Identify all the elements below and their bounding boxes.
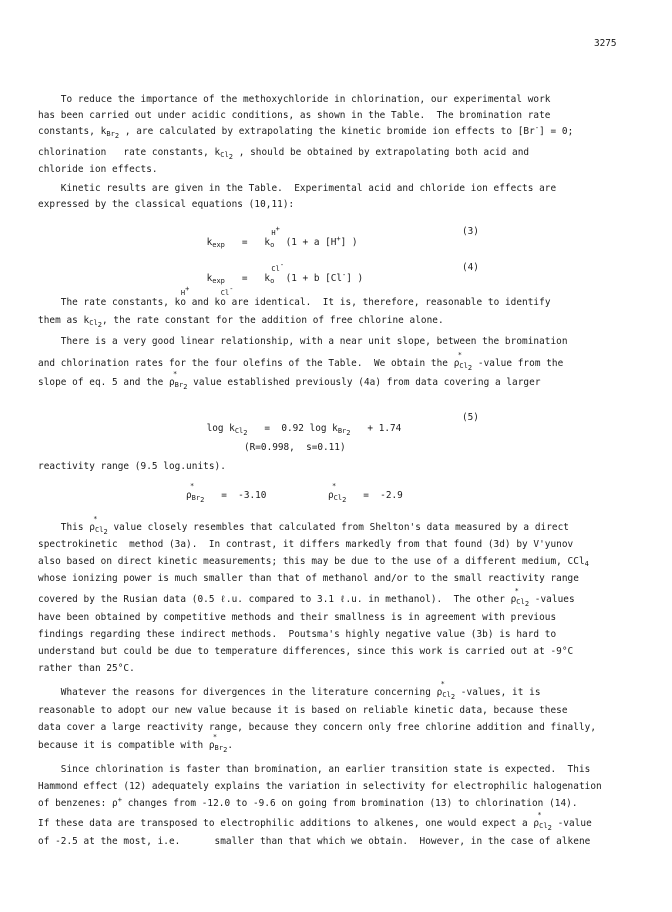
text-line: understand but could be due to temperature differences, since this work is carried out at -9°C: [38, 646, 574, 657]
text-line: them as $k_{Cl_2}$, the rate constant for the addition of free chlorine alone.: [38, 315, 444, 329]
text-line: also based on direct kinetic measurements; this may be due to the use of a different medium, CCl$_4$: [38, 556, 589, 568]
rho-br2-value: ρ * $_{Br_2}$ = -3.10: [186, 482, 267, 504]
text-line: To reduce the importance of the methoxychloride in chlorination, our experimental work: [38, 94, 551, 105]
text-line: spectrokinetic method (3a). In contrast, it differs markedly from that found (3d) by V'yunov: [38, 539, 574, 550]
text-line: findings regarding these indirect methods. Poutsma's highly negative value (3b) is hard to: [38, 629, 557, 640]
text-line: data cover a large reactivity range, because they concern only free chlorine addition and finally,: [38, 722, 597, 733]
text-line: covered by the Rusian data (0.5 ℓ.u. compared to 3.1 ℓ.u. in methanol). The other ρ * $_{Cl_2}$ -values: [38, 587, 575, 608]
text-line: and chlorination rates for the four olefins of the Table. We obtain the ρ * $_{Cl_2}$ -value from the: [38, 351, 564, 372]
equation-4-number: (4): [462, 262, 479, 273]
text-line: have been obtained by competitive methods and their smallness is in agreement with previous: [38, 612, 557, 623]
text-line: because it is compatible with ρ * $_{Br_2}$.: [38, 733, 234, 754]
text-line: whose ionizing power is much smaller than that of methanol and/or to the small reactivity range: [38, 573, 579, 584]
text-line: Hammond effect (12) adequately explains the variation in selectivity for electrophilic halogenation: [38, 781, 602, 792]
text-line: constants, $k_{Br_2}$ , are calculated by extrapolating the kinetic bromide ion effects to [Br-] = 0;: [38, 124, 574, 140]
text-line: Whatever the reasons for divergences in the literature concerning ρ * $_{Cl_2}$ -values, it is: [38, 680, 541, 701]
text-line: of benzenes: ρ+ changes from -12.0 to -9.6 on going from bromination (13) to chlorination (14).: [38, 796, 578, 809]
equation-3: $k_{exp}$ = $k_o$ H+ (1 + a [H+] ): [206, 225, 358, 249]
equation-5-statistics: (R=0.998, s=0.11): [244, 442, 346, 453]
text-line: chloride ion effects.: [38, 164, 158, 175]
text-line: The rate constants, ko H+ and ko Cl- are identical. It is, therefore, reasonable to identify: [38, 285, 551, 308]
text-line: of -2.5 at the most, i.e. smaller than that which we obtain. However, in the case of alkene: [38, 836, 591, 847]
equation-5: $\log k_{Cl_2}$ = 0.92 $\log k_{Br_2}$ + 1.74: [206, 423, 402, 437]
text-line: Kinetic results are given in the Table. Experimental acid and chloride ion effects are: [38, 183, 557, 194]
text-line: rather than 25°C.: [38, 663, 135, 674]
text-line: has been carried out under acidic conditions, as shown in the Table. The bromination rate: [38, 110, 551, 121]
text-line: This ρ * $_{Cl_2}$ value closely resembles that calculated from Shelton's data measured by a direct: [38, 515, 569, 536]
text-line: reasonable to adopt our new value because it is based on reliable kinetic data, because these: [38, 705, 568, 716]
text-line: If these data are transposed to electrophilic additions to alkenes, one would expect a ρ * $_{Cl_2}$ -value: [38, 811, 592, 832]
page-number: 3275: [594, 38, 617, 49]
text-line: There is a very good linear relationship, with a near unit slope, between the bromination: [38, 336, 568, 347]
equation-4: $k_{exp}$ = $k_o$ Cl- (1 + b [Cl-] ): [206, 261, 364, 285]
text-line: chlorination rate constants, $k_{Cl_2}$ , should be obtained by extrapolating both acid and: [38, 147, 530, 161]
text-line: reactivity range (9.5 log.units).: [38, 461, 226, 472]
equation-5-number: (5): [462, 412, 479, 423]
equation-3-number: (3): [462, 226, 479, 237]
text-line: slope of eq. 5 and the ρ * $_{Br_2}$ value established previously (4a) from data covering a larger: [38, 370, 541, 391]
text-line: Since chlorination is faster than bromination, an earlier transition state is expected. This: [38, 764, 591, 775]
rho-cl2-value: ρ * $_{Cl_2}$ = -2.9: [328, 482, 403, 504]
text-line: expressed by the classical equations (10,11):: [38, 199, 295, 210]
